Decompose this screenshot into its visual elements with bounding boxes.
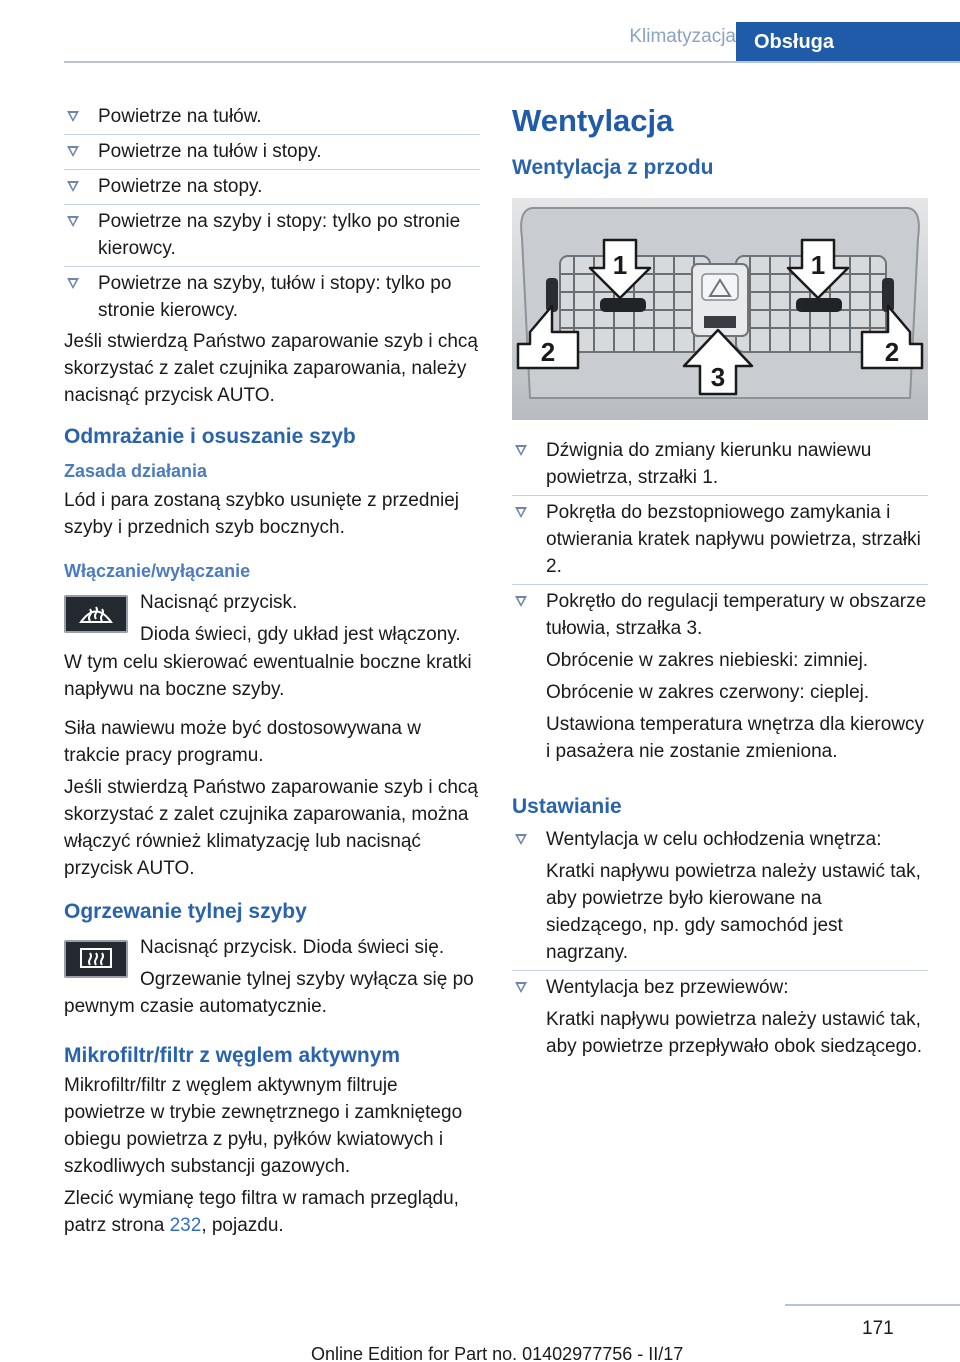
paragraph-service bbox=[64, 1185, 480, 1239]
list-item-subtext: Ustawiona temperatura wnętrza dla kierowcy i pasażera nie zostanie zmieniona. bbox=[546, 714, 925, 762]
triangle-bullet-icon bbox=[67, 111, 79, 122]
heading-rear-heating: Ogrzewanie tylnej szyby bbox=[64, 900, 307, 923]
list-item-subtext: Kratki napływu powietrza należy ustawić tak, aby powietrze przepływało obok siedzącego. bbox=[546, 1009, 922, 1057]
page-number: 171 bbox=[862, 1318, 894, 1339]
rear-heating-instruction bbox=[64, 934, 480, 961]
paragraph-principle: Lód i para zostaną szybko usunięte z przedniej szyby i przednich szyb bocznych. bbox=[64, 490, 460, 538]
header-chapter-tab bbox=[736, 22, 960, 62]
paragraph-fog-sensor: Jeśli stwierdzą Państwo zaparowanie szyb i chcą skorzystać z zalet czujnika zaparowania, należy nacisnąć przycisk AUTO. bbox=[64, 331, 478, 406]
figure-label-1-left: 1 bbox=[612, 250, 628, 280]
list-item-text: Dźwignia do zmiany kierunku nawiewu powietrza, strzałki 1. bbox=[546, 440, 872, 488]
list-item-text: Pokrętła do bezstopniowego zamykania i otwierania kratek napływu powietrza, strzałki 2. bbox=[546, 502, 921, 577]
list-item-subtext: Obrócenie w zakres czerwony: cieplej. bbox=[546, 682, 870, 703]
air-distribution-list bbox=[64, 100, 480, 328]
service-text-pre: Zlecić wymianę tego filtra w ramach przeglądu, patrz strona bbox=[64, 1188, 459, 1236]
right-column bbox=[512, 100, 928, 1064]
list-item bbox=[64, 135, 480, 170]
triangle-bullet-icon bbox=[67, 146, 79, 157]
triangle-bullet-icon bbox=[515, 596, 527, 607]
heading-filter: Mikrofiltr/filtr z węglem aktywnym bbox=[64, 1044, 401, 1067]
header-chapter-label: Obsługa bbox=[754, 30, 835, 53]
figure-label-1-right: 1 bbox=[810, 250, 826, 280]
list-item bbox=[512, 496, 928, 585]
list-item-text: Powietrze na szyby i stopy: tylko po stronie kierowcy. bbox=[98, 211, 461, 259]
list-item-text: Powietrze na szyby, tułów i stopy: tylko po stronie kierowcy. bbox=[98, 273, 452, 321]
figure-label-2-left: 2 bbox=[540, 337, 556, 367]
list-item bbox=[512, 585, 928, 769]
heading-front-ventilation: Wentylacja z przodu bbox=[512, 156, 714, 179]
paragraph-airflow: Siła nawiewu może być dostosowywana w trakcie pracy programu. bbox=[64, 718, 421, 766]
paragraph-side-vents: W tym celu skierować ewentualnie boczne kratki napływu na boczne szyby. bbox=[64, 652, 472, 700]
list-item bbox=[64, 205, 480, 267]
triangle-bullet-icon bbox=[515, 507, 527, 518]
list-item bbox=[64, 100, 480, 135]
heading-principle: Zasada działania bbox=[64, 461, 208, 481]
triangle-bullet-icon bbox=[67, 278, 79, 289]
paragraph-filter: Mikrofiltr/filtr z węglem aktywnym filtruje powietrze w trybie zewnętrznego i zamkniętego obiegu powietrza z pyłu, pyłków kwiatowych i szkodliwych substancji gazowych. bbox=[64, 1075, 463, 1177]
figure-label-3: 3 bbox=[710, 362, 726, 392]
vent-figure bbox=[512, 198, 928, 420]
figure-label-2-right: 2 bbox=[884, 337, 900, 367]
heading-defrost: Odmrażanie i osuszanie szyb bbox=[64, 425, 356, 448]
onoff-line-1: Nacisnąć przycisk. bbox=[140, 592, 298, 613]
heading-setting: Ustawianie bbox=[512, 795, 622, 818]
list-item-text: Powietrze na tułów i stopy. bbox=[98, 141, 322, 162]
left-column bbox=[64, 100, 480, 1244]
list-item-text: Wentylacja bez przewiewów: bbox=[546, 977, 789, 998]
triangle-bullet-icon bbox=[515, 834, 527, 845]
footer-divider bbox=[785, 1304, 960, 1306]
heading-onoff: Włączanie/wyłączanie bbox=[64, 561, 251, 581]
list-item bbox=[512, 823, 928, 971]
list-item-subtext: Obrócenie w zakres niebieski: zimniej. bbox=[546, 650, 869, 671]
list-item-text: Wentylacja w celu ochłodzenia wnętrza: bbox=[546, 829, 882, 850]
page-header bbox=[0, 0, 960, 62]
triangle-bullet-icon bbox=[515, 445, 527, 456]
page-link-232[interactable]: 232 bbox=[169, 1215, 202, 1236]
header-section-title: Klimatyzacja bbox=[629, 26, 736, 47]
front-defrost-icon bbox=[64, 595, 128, 633]
rear-line-1: Nacisnąć przycisk. Dioda świeci się. bbox=[140, 937, 445, 958]
list-item-text: Powietrze na tułów. bbox=[98, 106, 262, 127]
triangle-bullet-icon bbox=[67, 216, 79, 227]
footer-edition: Online Edition for Part no. 01402977756 - II/17 bbox=[311, 1344, 684, 1362]
defrost-instruction bbox=[64, 589, 480, 649]
onoff-line-2: Dioda świeci, gdy układ jest włączony. bbox=[140, 624, 461, 645]
list-item bbox=[64, 170, 480, 205]
list-item-text: Powietrze na stopy. bbox=[98, 176, 263, 197]
list-item-subtext: Kratki napływu powietrza należy ustawić tak, aby powietrze było kierowane na siedzącego, np. gdy samochód jest nagrzany. bbox=[546, 861, 921, 963]
list-item bbox=[512, 971, 928, 1064]
rear-window-heating-icon bbox=[64, 940, 128, 978]
rear-line-2-text: Ogrzewanie tylnej szyby wyłącza się po pewnym czasie automatycznie. bbox=[64, 969, 474, 1017]
vent-illustration bbox=[512, 198, 928, 420]
triangle-bullet-icon bbox=[67, 181, 79, 192]
list-item-text: Pokrętło do regulacji temperatury w obszarze tułowia, strzałka 3. bbox=[546, 591, 927, 639]
list-item bbox=[64, 267, 480, 328]
service-text-post: , pojazdu. bbox=[201, 1215, 284, 1236]
triangle-bullet-icon bbox=[515, 982, 527, 993]
header-divider bbox=[64, 61, 960, 63]
paragraph-fog-sensor-2: Jeśli stwierdzą Państwo zaparowanie szyb i chcą skorzystać z zalet czujnika zaparowania, można włączyć również klimatyzację lub nacisnąć przycisk AUTO. bbox=[64, 777, 478, 879]
heading-ventilation: Wentylacja bbox=[512, 103, 674, 138]
vent-legend-list bbox=[512, 434, 928, 769]
setting-list bbox=[512, 823, 928, 1064]
list-item bbox=[512, 434, 928, 496]
